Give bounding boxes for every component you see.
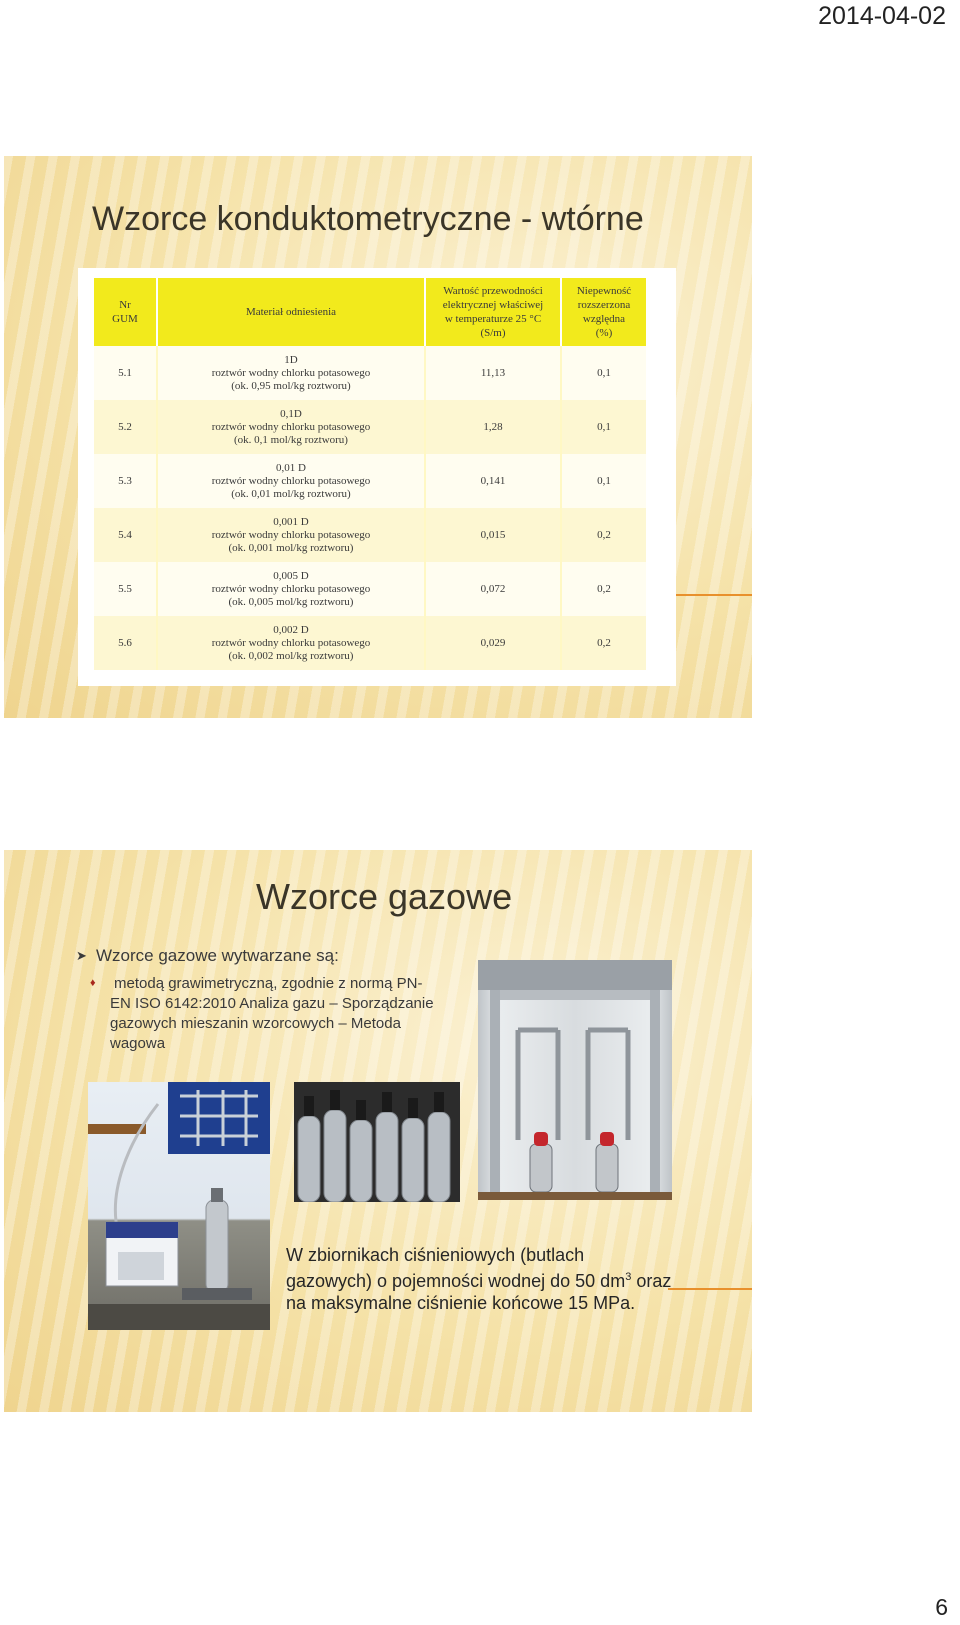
cell-uncertainty: 0,2 xyxy=(561,616,646,670)
header-uncertainty: Niepewność rozszerzona względna (%) xyxy=(561,278,646,346)
cell-value: 0,141 xyxy=(425,454,561,508)
cell-value: 1,28 xyxy=(425,400,561,454)
cell-material: 0,002 D roztwór wodny chlorku potasowego (ok. 0,002 mol/kg roztworu) xyxy=(157,616,425,670)
slide-title: Wzorce gazowe xyxy=(256,876,513,917)
slide-gas-standards xyxy=(4,850,752,1412)
accent-line xyxy=(676,594,752,596)
caption-text: W zbiornikach ciśnieniowych (butlach gazowych) o pojemności wodnej do 50 $dm^3$ oraz na maksymalne ciśnienie końcowe 15 MPa. xyxy=(286,1245,672,1313)
cell-nr: 5.4 xyxy=(94,508,157,562)
cell-material: 0,001 D roztwór wodny chlorku potasowego (ok. 0,001 mol/kg roztworu) xyxy=(157,508,425,562)
table-header-row xyxy=(94,278,646,346)
cell-uncertainty: 0,1 xyxy=(561,400,646,454)
slide-title: Wzorce konduktometryczne - wtórne xyxy=(92,200,644,238)
arrow-bullet-icon: ➤ xyxy=(76,948,87,963)
cell-uncertainty: 0,2 xyxy=(561,562,646,616)
cell-uncertainty: 0,1 xyxy=(561,454,646,508)
cell-uncertainty: 0,2 xyxy=(561,508,646,562)
diamond-bullet-icon: ♦ xyxy=(90,977,96,989)
cell-material: 0,01 D roztwór wodny chlorku potasowego (ok. 0,01 mol/kg roztworu) xyxy=(157,454,425,508)
photo-cylinder-cabinet xyxy=(478,960,672,1200)
cell-nr: 5.6 xyxy=(94,616,157,670)
table-row xyxy=(94,400,646,454)
table-row xyxy=(94,508,646,562)
cell-material: 0,005 D roztwór wodny chlorku potasowego (ok. 0,005 mol/kg roztworu) xyxy=(157,562,425,616)
cell-nr: 5.1 xyxy=(94,346,157,400)
reference-table-panel xyxy=(78,268,676,686)
page-number: 6 xyxy=(935,1594,948,1620)
photo-gravimetric-bench xyxy=(88,1082,270,1330)
cell-nr: 5.2 xyxy=(94,400,157,454)
cell-nr: 5.3 xyxy=(94,454,157,508)
bullet-level2: ♦ metodą grawimetryczną, zgodnie z normą PN-EN ISO 6142:2010 Analiza gazu – Sporządzanie gazowych mieszanin wzorcowych – Metoda wagowa xyxy=(90,975,434,1052)
header-nr-gum: Nr GUM xyxy=(94,278,157,346)
cell-value: 0,072 xyxy=(425,562,561,616)
slide-conductometric-standards xyxy=(4,156,752,718)
cell-uncertainty: 0,1 xyxy=(561,346,646,400)
table-row xyxy=(94,616,646,670)
cell-value: 11,13 xyxy=(425,346,561,400)
cell-nr: 5.5 xyxy=(94,562,157,616)
document-date: 2014-04-02 xyxy=(818,2,946,30)
table-row xyxy=(94,454,646,508)
header-conductivity: Wartość przewodności elektrycznej właściwej w temperaturze 25 °C (S/m) xyxy=(425,278,561,346)
cell-material: 0,1D roztwór wodny chlorku potasowego (ok. 0,1 mol/kg roztworu) xyxy=(157,400,425,454)
cell-value: 0,015 xyxy=(425,508,561,562)
cell-material: 1D roztwór wodny chlorku potasowego (ok. 0,95 mol/kg roztworu) xyxy=(157,346,425,400)
table-row xyxy=(94,562,646,616)
cell-value: 0,029 xyxy=(425,616,561,670)
header-material: Materiał odniesienia xyxy=(157,278,425,346)
table-row xyxy=(94,346,646,400)
bullet-list xyxy=(76,946,436,1054)
bullet-level1: ➤ Wzorce gazowe wytwarzane są: xyxy=(76,946,339,965)
reference-materials-table xyxy=(94,278,646,670)
photo-gas-cylinders xyxy=(294,1082,460,1202)
